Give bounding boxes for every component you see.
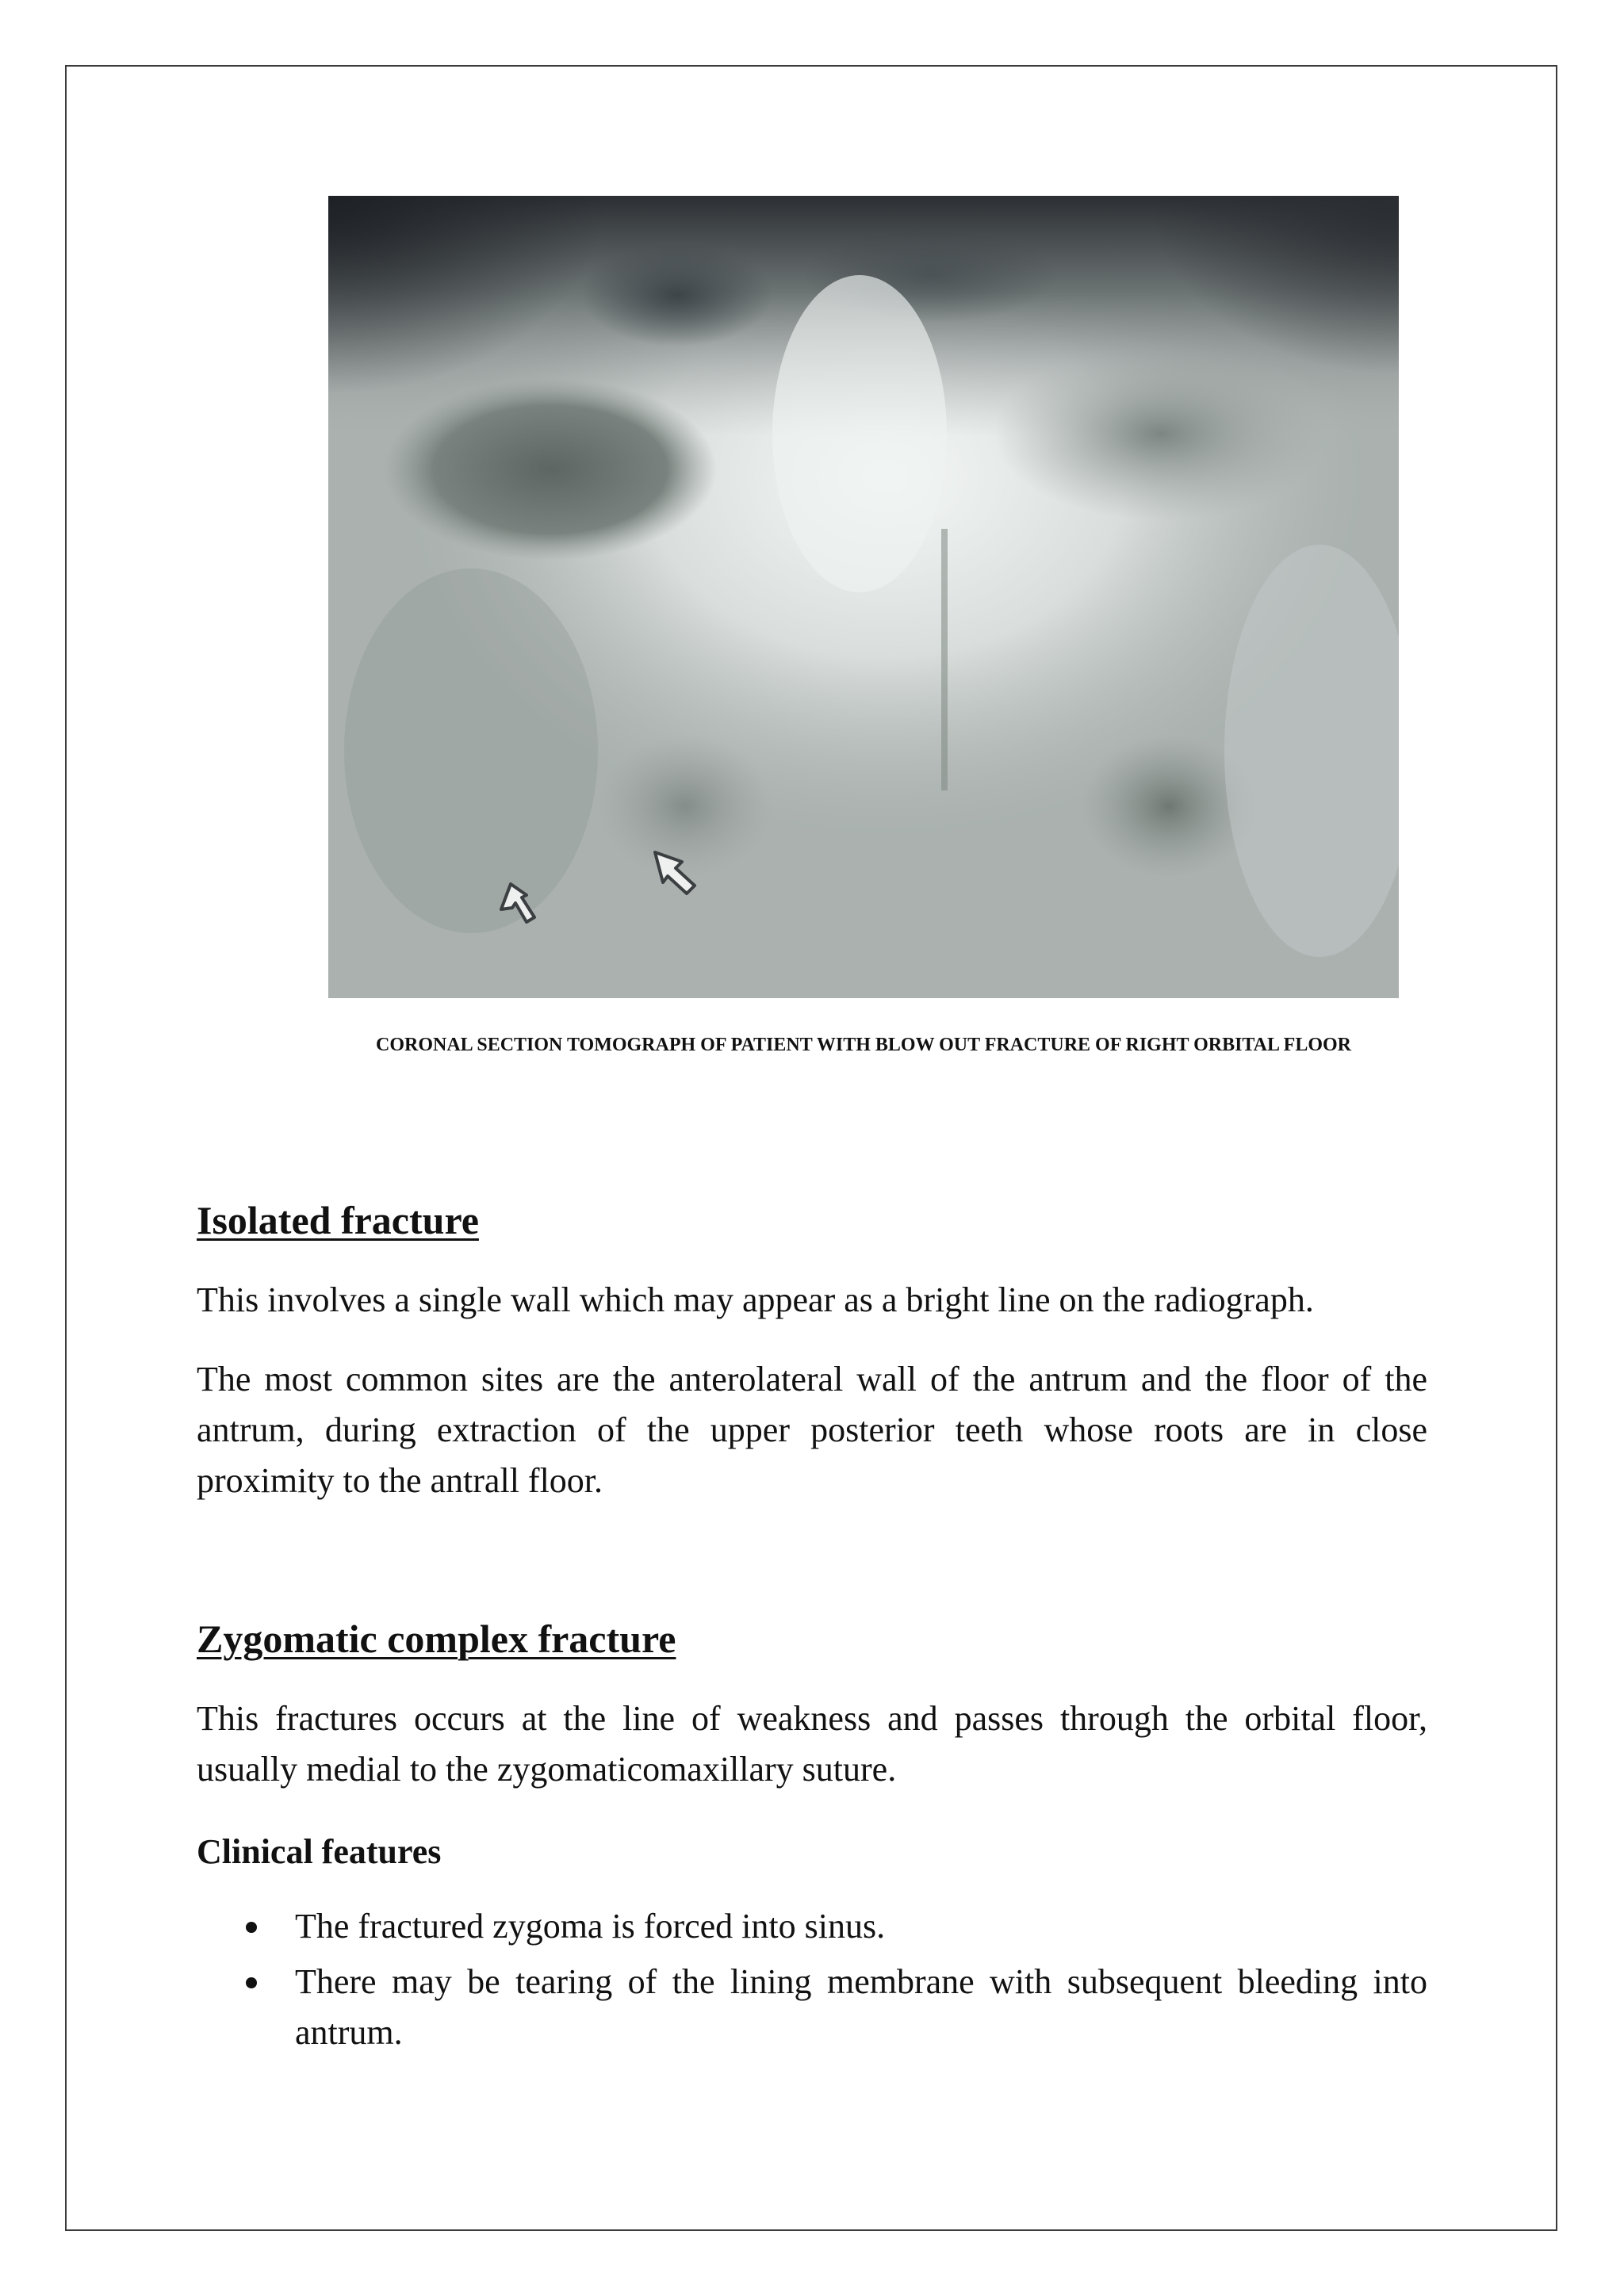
list-item (197, 1957, 1427, 2058)
section-heading-isolated-fracture: Isolated fracture (197, 1198, 479, 1242)
figure-caption: CORONAL SECTION TOMOGRAPH OF PATIENT WITH BLOW OUT FRACTURE OF RIGHT ORBITAL FLOOR (376, 1035, 1351, 1055)
list-item (197, 1901, 1427, 1952)
bullet-icon (246, 1922, 257, 1933)
tomograph-image (328, 196, 1399, 998)
paragraph: This involves a single wall which may appear as a bright line on the radiograph. (197, 1280, 1314, 1319)
clinical-features-list (197, 1901, 1427, 2058)
paragraph: This fractures occurs at the line of weakness and passes through the orbital floor, usually medial to the zygomaticomaxillary suture. (197, 1699, 1427, 1789)
bullet-icon (246, 1977, 257, 1988)
list-item-text: There may be tearing of the lining membrane with subsequent bleeding into antrum. (295, 1962, 1427, 2052)
paragraph: The most common sites are the anterolateral wall of the antrum and the floor of the antrum, during extraction of the upper posterior teeth whose roots are in close proximity to the antrall floor. (197, 1360, 1427, 1500)
list-item-text: The fractured zygoma is forced into sinus. (295, 1907, 886, 1946)
subheading-clinical-features: Clinical features (197, 1832, 442, 1871)
section-heading-zygomatic-complex-fracture: Zygomatic complex fracture (197, 1617, 676, 1661)
